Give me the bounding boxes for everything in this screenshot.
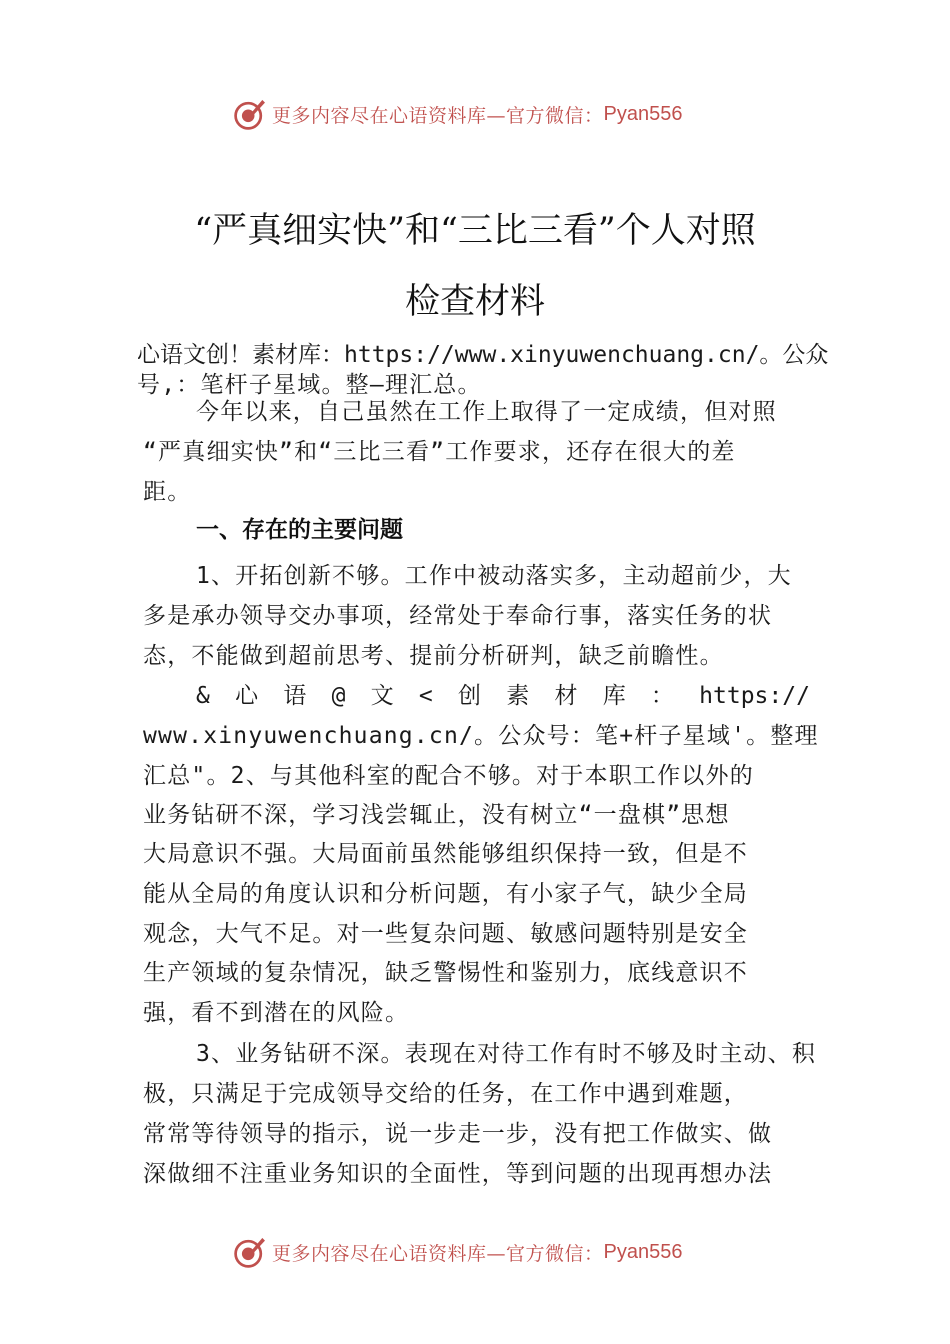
p1-line-1: 1、开拓创新不够。工作中被动落实多，主动超前少，大 — [196, 563, 792, 589]
p2-line-4: 业务钻研不深，学习浅尝辄止，没有树立“一盘棋”思想 — [143, 802, 730, 828]
p2-line-6: 能从全局的角度认识和分析问题，有小家子气，缺少全局 — [143, 881, 748, 907]
p2-token: 心 — [235, 683, 259, 709]
p2-token: & — [196, 683, 210, 709]
watermark-wechat-id: Pyan556 — [603, 102, 683, 125]
p2-token: https:// — [699, 683, 810, 709]
document-title-line-2: 检查材料 — [404, 282, 545, 322]
p3-line-1: 3、业务钻研不深。表现在对待工作有时不够及时主动、积 — [196, 1041, 817, 1067]
p2-line-5: 大局意识不强。大局面前虽然能够组织保持一致，但是不 — [143, 841, 748, 867]
intro-line-1: 今年以来，自己虽然在工作上取得了一定成绩，但对照 — [196, 399, 777, 425]
intro-line-3: 距。 — [143, 479, 192, 505]
p2-token: 文 — [370, 683, 394, 709]
watermark-text: 更多内容尽在心语资料库—官方微信： — [272, 1242, 604, 1265]
watermark-text: 更多内容尽在心语资料库—官方微信： — [272, 104, 604, 127]
document-title-line-1: “严真细实快”和“三比三看”个人对照 — [194, 211, 756, 251]
p2-line-7: 观念，大气不足。对一些复杂问题、敏感问题特别是安全 — [143, 921, 748, 947]
p2-line-3: 汇总"。2、与其他科室的配合不够。对于本职工作以外的 — [143, 763, 754, 789]
intro-line-2: “严真细实快”和“三比三看”工作要求，还存在很大的差 — [143, 439, 736, 465]
p2-token: 库 — [602, 683, 626, 709]
p2-line-1 — [196, 681, 810, 711]
watermark-wechat-id: Pyan556 — [603, 1240, 683, 1263]
p2-line-8: 生产领域的复杂情况，缺乏警惕性和鉴别力，底线意识不 — [143, 960, 748, 986]
p2-token: 素 — [506, 683, 530, 709]
footer-watermark — [0, 1232, 950, 1272]
p3-line-2: 极，只满足于完成领导交给的任务，在工作中遇到难题， — [143, 1081, 748, 1107]
p3-line-3: 常常等待领导的指示，说一步走一步，没有把工作做实、做 — [143, 1121, 773, 1147]
p2-token: 语 — [283, 683, 307, 709]
p2-line-9: 强，看不到潜在的风险。 — [143, 1000, 410, 1026]
pen-logo-icon — [232, 1234, 268, 1270]
p2-token: @ — [331, 683, 346, 709]
p2-token: ： — [650, 683, 674, 709]
source-line-1: 心语文创！素材库：https://www.xinyuwenchuang.cn/。公众 — [137, 342, 829, 368]
p1-line-2: 多是承办领导交办事项，经常处于奉命行事，落实任务的状 — [143, 603, 773, 629]
p2-token: 材 — [554, 683, 578, 709]
header-watermark — [0, 94, 950, 134]
p2-token: 创 — [457, 683, 481, 709]
p2-line-2: www.xinyuwenchuang.cn/。公众号：笔+杆子星域'。整理 — [143, 723, 819, 749]
pen-logo-icon — [232, 96, 268, 132]
source-line-2: 号,：笔杆子星域。整—理汇总。 — [137, 372, 482, 398]
p2-token: < — [418, 683, 433, 709]
section-heading: 一、存在的主要问题 — [196, 517, 403, 543]
p3-line-4: 深做细不注重业务知识的全面性，等到问题的出现再想办法 — [143, 1161, 773, 1187]
p1-line-3: 态，不能做到超前思考、提前分析研判，缺乏前瞻性。 — [143, 643, 724, 669]
